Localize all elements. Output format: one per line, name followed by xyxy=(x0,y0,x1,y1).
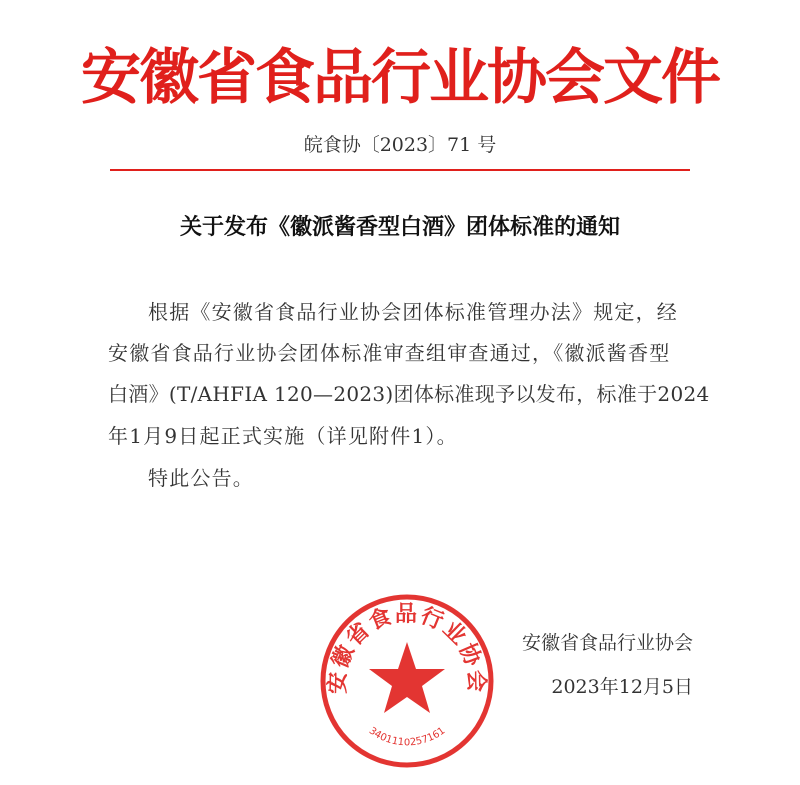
official-seal-stamp xyxy=(318,592,496,770)
stamp-code: 3401110257161 xyxy=(366,725,448,749)
signature-organization: 安徽省食品行业协会 xyxy=(521,632,693,654)
body-line: 安徽省食品行业协会团体标准审查组审查通过，《徽派酱香型 xyxy=(108,341,671,365)
body-line: 根据《安徽省食品行业协会团体标准管理办法》规定，经 xyxy=(148,300,678,324)
stamp-text: 安徽省食品行业协会 xyxy=(325,601,489,695)
document-header-title: 安徽省食品行业协会文件 xyxy=(81,43,719,113)
signature-date: 2023年12月5日 xyxy=(551,676,693,698)
closing-line: 特此公告。 xyxy=(148,466,254,490)
header-divider xyxy=(110,169,690,171)
star-icon xyxy=(369,642,445,713)
body-line: 白酒》(T/AHFIA 120—2023)团体标准现予以发布，标准于2024 xyxy=(108,382,710,406)
notice-title: 关于发布《徽派酱香型白酒》团体标准的通知 xyxy=(179,214,620,240)
svg-text:3401110257161 xyxy=(367,725,448,748)
document-number: 皖食协〔2023〕71 号 xyxy=(303,134,497,156)
body-line: 年1月9日起正式实施（详见附件1）。 xyxy=(108,424,458,448)
